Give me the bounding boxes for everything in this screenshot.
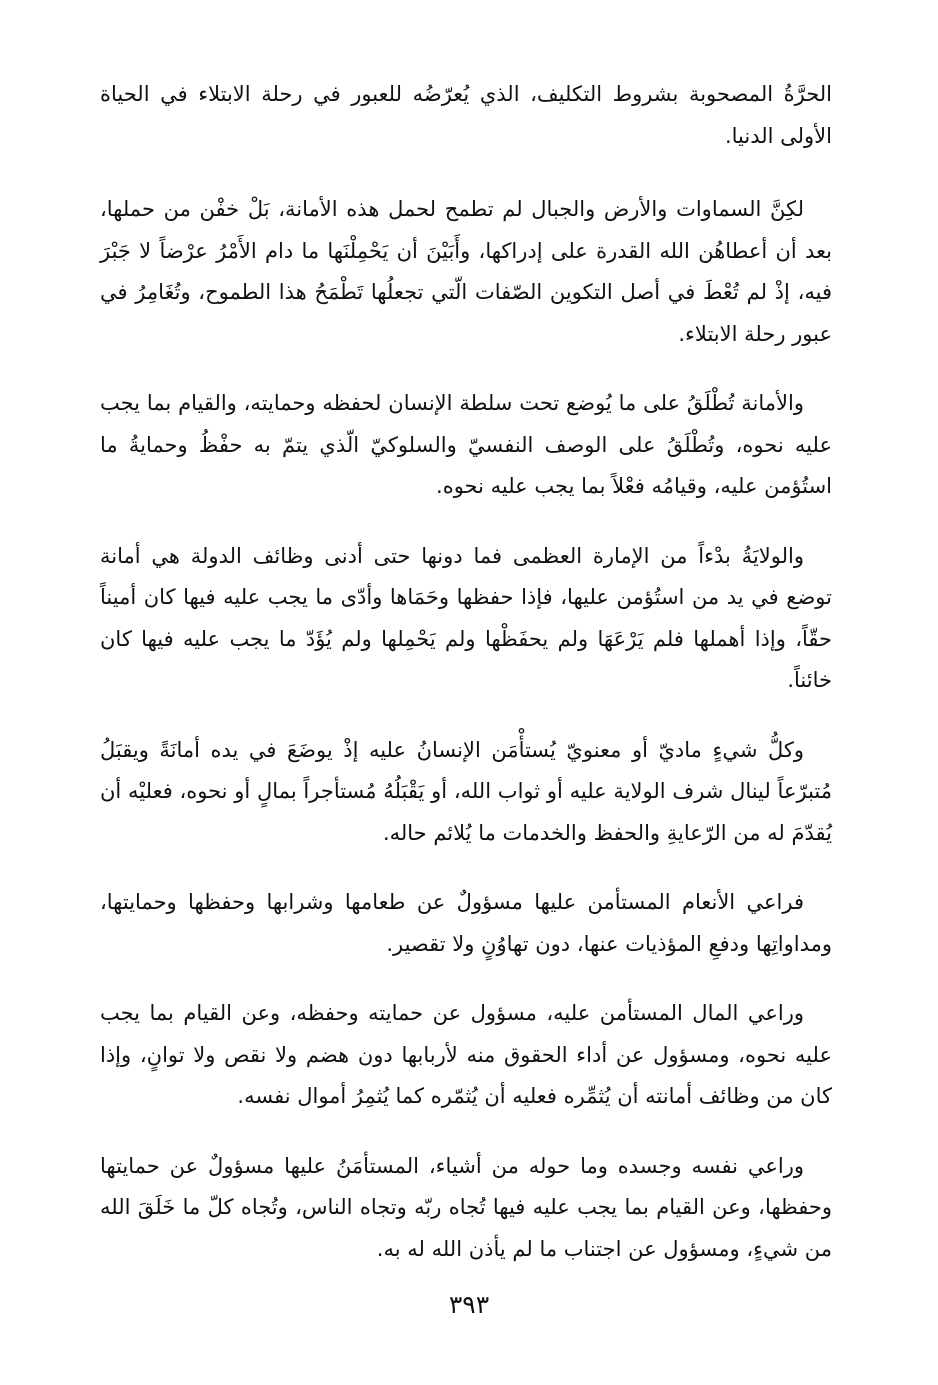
paragraph-entrusted-things: وكلُّ شيءٍ ماديّ أو معنويّ يُستأْمَن الإنسانُ عليه إذْ يوضَعَ في يده أمانَةً ويقبَلُ مُتبرّعاً لينال شرف الولاية عليه أو ثواب الله، أو يَقْبَلُهُ مُستأجراً بمالٍ أو نحوه، فعليْه أن يُقدّمَ له من الرّعايةِ والحفظ والخدمات ما يُلائم حاله. [100,737,832,845]
paragraph-continuation: الحرَّةُ المصحوبة بشروط التكليف، الذي يُعرّضُه للعبور في رحلة الابتلاء في الحياة الأولى الدنيا. [100,82,832,148]
paragraph-trust-definition: والأمانة تُطْلَقُ على ما يُوضع تحت سلطة الإنسان لحفظه وحمايته، والقيام بما يجب عليه نحوه، وتُطْلَقُ على الوصف النفسيّ والسلوكيّ الّذي يتمّ به حفْظُ وحمايةُ ما استُؤمن عليه، وقيامُه فعْلاً بما يجب عليه نحوه. [100,391,832,498]
paragraph-self-guardian: وراعي نفسه وجسده وما حوله من أشياء، المستأمَنُ عليها مسؤولٌ عن حمايتها وحفظها، وعن القيام بما يجب عليه فيها تُجاه ربّه وتجاه الناس، وتُجاه كلّ ما خَلَقَ الله من شيءٍ، ومسؤول عن اجتناب ما لم يأذن الله له به. [100,1153,832,1261]
paragraph-heavens-refusal: لكِنَّ السماوات والأرض والجبال لم تطمح لحمل هذه الأمانة، بَلْ خفْن من حملها، بعد أن أعطاهُن الله القدرة على إدراكها، وأَبَيْنَ أن يَحْمِلْنَها ما دام الأَمْرُ عرْضاً لا جَبْرَ فيه، إذْ لم تُعْطَ في أصل التكوين الصّفات الّتي تجعلُها تَطْمَحُ هذا الطموح، وتُغَامِرُ في عبور رحلة الابتلاء. [100,197,832,346]
paragraph-guardianship: والولايَةُ بدْءاً من الإمارة العظمى فما دونها حتى أدنى وظائف الدولة هي أمانة توضع في يد من استُؤمن عليها، فإذا حفظها وحَمَاها وأدّى ما يجب عليه فيها كان أميناً حقّاً، وإذا أهملها فلم يَرْعَهَا ولم يحفَظْها ولم يَحْمِلها ولم يُؤَدّ ما يجب عليه فيها كان خائناً. [100,543,832,692]
paragraph-livestock-shepherd: فراعي الأنعام المستأمن عليها مسؤولٌ عن طعامها وشرابها وحفظها وحمايتها، ومداواتِها ودفعِ المؤذيات عنها، دون تهاوُنٍ ولا تقصير. [100,890,832,956]
paragraph-money-guardian: وراعي المال المستأمن عليه، مسؤول عن حمايته وحفظه، وعن القيام بما يجب عليه نحوه، ومسؤول عن أداء الحقوق منه لأربابها دون هضم ولا نقص ولا توانٍ، وإذا كان من وظائف أمانته أن يُثمِّره فعليه أن يُثمّره كما يُثمِرُ أموال نفسه. [100,1001,832,1108]
page-number: ٣٩٣ [448,1290,490,1319]
